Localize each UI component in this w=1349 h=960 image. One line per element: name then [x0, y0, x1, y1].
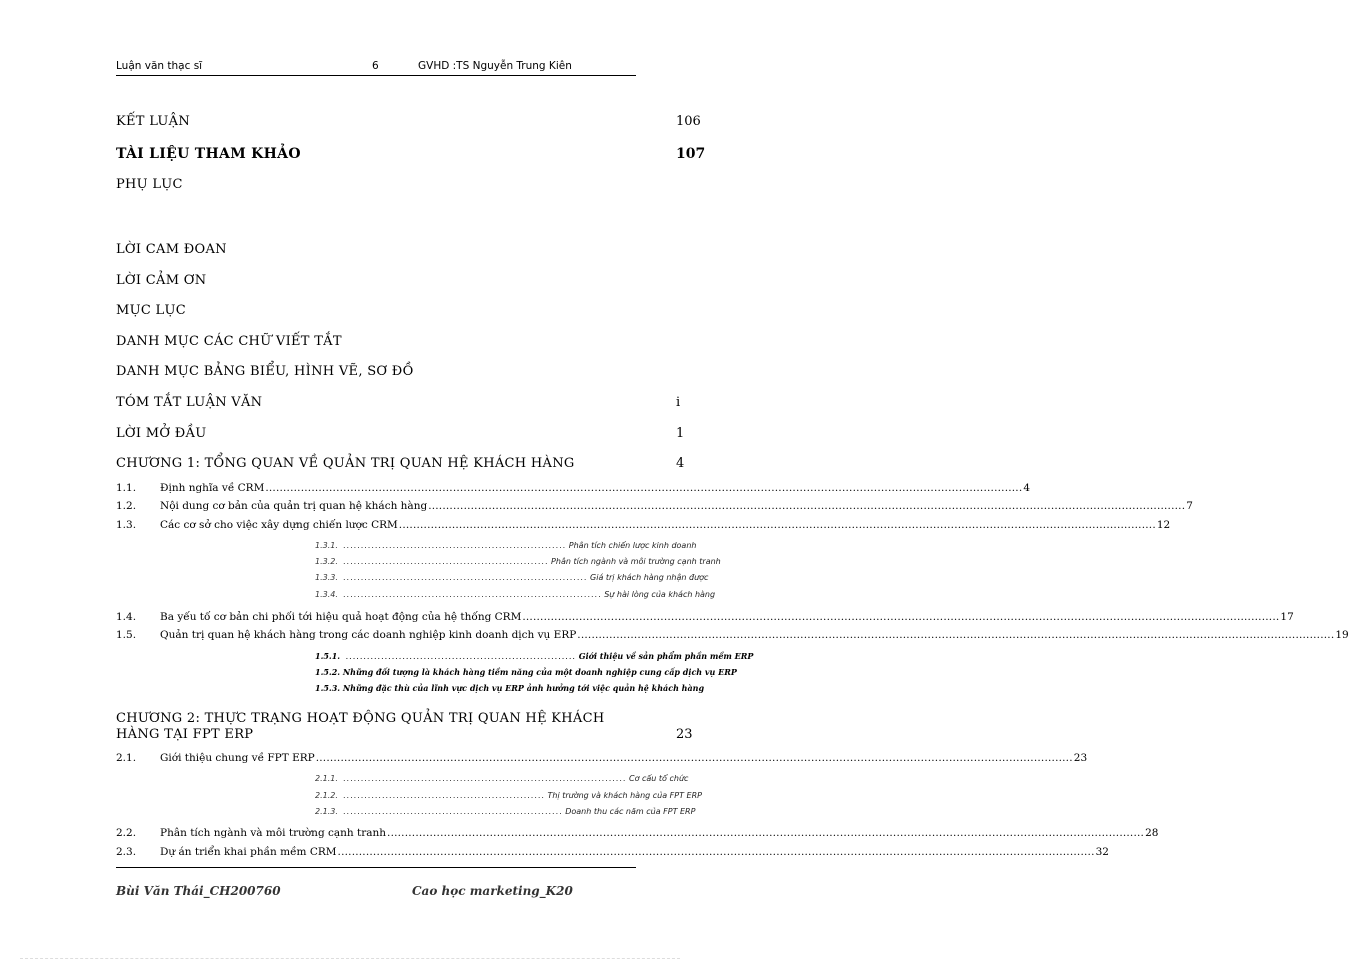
subsection-dots: .......................................................... [343, 557, 549, 566]
header-rule [116, 75, 636, 76]
section-page: 12 [1156, 519, 1171, 531]
section-line [160, 519, 1171, 531]
subsection-dots: ......................................................... [343, 791, 545, 800]
section-title: Dự án triển khai phần mềm CRM [160, 846, 337, 858]
subsection-number: 1.5.3. [315, 683, 341, 693]
toc-entry-tom-tat: TÓM TẮT LUẬN VĂN [116, 395, 263, 410]
subsection-line [315, 791, 700, 800]
subsection-dots: ......................................................................... [343, 590, 602, 599]
toc-entry-muc-luc: MỤC LỤC [116, 303, 186, 318]
footer-author: Bùi Văn Thái_CH200760 [116, 884, 281, 898]
subsection-title: Giá trị khách hàng nhận được [590, 573, 709, 582]
section-title: Ba yếu tố cơ bản chi phối tới hiệu quả hoạt động của hệ thống CRM [160, 611, 522, 623]
header-left: Luận văn thạc sĩ [116, 60, 203, 72]
section-number: 1.1. [116, 482, 137, 494]
section-line [160, 500, 1193, 512]
section-title: Nội dung cơ bản của quản trị quan hệ khách hàng [160, 500, 428, 512]
section-title: Quản trị quan hệ khách hàng trong các doanh nghiệp kinh doanh dịch vụ ERP [160, 629, 577, 641]
toc-entry-phu-luc: PHỤ LỤC [116, 177, 183, 192]
subsection-number: 1.5.1. [315, 651, 341, 661]
subsection-number: 2.1.1. [315, 774, 338, 783]
toc-page-loi-mo-dau: 1 [676, 426, 685, 441]
subsection-title: Thị trường và khách hàng của FPT ERP [547, 791, 702, 800]
toc-entry-tai-lieu: TÀI LIỆU THAM KHẢO [116, 146, 301, 162]
subsection-dots: ................................................................................ [343, 774, 627, 783]
subsection-title: Những đặc thù của lĩnh vực dịch vụ ERP ảnh hưởng tới việc quản hệ khách hàng [342, 683, 705, 693]
subsection-number: 1.3.1. [315, 541, 338, 550]
toc-entry-loi-cam-doan: LỜI CAM ĐOAN [116, 242, 227, 257]
section-line [160, 482, 1031, 494]
subsection-number: 1.3.4. [315, 590, 338, 599]
section-page: 19 [1335, 629, 1349, 641]
toc-entry-chuong-1: CHƯƠNG 1: TỔNG QUAN VỀ QUẢN TRỊ QUAN HỆ KHÁCH HÀNG [116, 456, 575, 471]
subsection-number: 1.5.2. [315, 667, 341, 677]
section-page: 32 [1095, 846, 1109, 858]
subsection-line [315, 774, 700, 783]
subsection-number: 1.3.2. [315, 557, 338, 566]
subsection-number: 2.1.2. [315, 791, 338, 800]
section-number: 2.1. [116, 752, 137, 764]
section-line [160, 752, 1088, 764]
header-page-number: 6 [372, 60, 379, 72]
section-page: 7 [1186, 500, 1193, 512]
footer-rule [116, 867, 636, 868]
toc-page-ket-luan: 106 [676, 114, 701, 129]
section-page: 28 [1145, 827, 1159, 839]
subsection-dots: ............................................................... [343, 541, 567, 550]
toc-page-tai-lieu: 107 [676, 146, 706, 162]
section-line [160, 629, 1349, 641]
toc-page-chuong-1: 4 [676, 456, 685, 471]
toc-entry-chuong-2-line1: CHƯƠNG 2: THỰC TRẠNG HOẠT ĐỘNG QUẢN TRỊ QUAN HỆ KHÁCH [116, 711, 605, 726]
subsection-line [315, 573, 709, 582]
subsection-dots: .............................................................. [343, 807, 563, 816]
toc-page-tom-tat: i [676, 395, 681, 410]
subsection-number: 1.3.3. [315, 573, 338, 582]
section-number: 1.5. [116, 629, 137, 641]
subsection-title: Cơ cấu tổ chức [628, 774, 689, 783]
section-number: 1.4. [116, 611, 137, 623]
header-right: GVHD :TS Nguyễn Trung Kiên [418, 60, 572, 72]
section-line [160, 611, 1294, 623]
toc-entry-loi-cam-on: LỜI CẢM ƠN [116, 273, 207, 288]
section-line [160, 827, 1159, 839]
page-bottom-divider [20, 958, 680, 959]
subsection-number: 2.1.3. [315, 807, 338, 816]
subsection-line [315, 590, 716, 599]
section-title: Giới thiệu chung về FPT ERP [160, 752, 315, 764]
subsection-line [315, 667, 737, 677]
subsection-title: Phân tích chiến lược kinh doanh [568, 541, 697, 550]
section-page: 17 [1280, 611, 1294, 623]
subsection-line [315, 683, 705, 693]
section-number: 1.2. [116, 500, 137, 512]
subsection-title: Doanh thu các năm của FPT ERP [565, 807, 696, 816]
section-page: 23 [1073, 752, 1088, 764]
subsection-title: Sự hài lòng của khách hàng [604, 590, 716, 599]
subsection-title: Phân tích ngành và môi trường cạnh tranh [551, 557, 721, 566]
section-title: Phân tích ngành và môi trường cạnh tranh [160, 827, 387, 839]
toc-entry-bang-bieu: DANH MỤC BẢNG BIỂU, HÌNH VẼ, SƠ ĐỒ [116, 364, 414, 379]
footer-program: Cao học marketing_K20 [412, 884, 573, 898]
section-number: 1.3. [116, 519, 137, 531]
toc-entry-chuong-2-line2: HÀNG TẠI FPT ERP [116, 727, 254, 742]
section-line [160, 846, 1109, 858]
toc-page-chuong-2: 23 [676, 727, 693, 742]
section-number: 2.3. [116, 846, 137, 858]
section-page: 4 [1023, 482, 1031, 494]
section-title: Các cơ sở cho việc xây dựng chiến lược CRM [160, 519, 398, 531]
subsection-line [315, 541, 700, 550]
toc-entry-chu-viet-tat: DANH MỤC CÁC CHỮ VIẾT TẮT [116, 334, 342, 349]
subsection-line [315, 807, 700, 816]
toc-entry-ket-luan: KẾT LUẬN [116, 114, 191, 129]
section-title: Định nghĩa về CRM [160, 482, 265, 494]
subsection-title: Giới thiệu về sản phẩm phần mềm ERP [578, 651, 754, 661]
subsection-dots: ..................................................................... [343, 573, 588, 582]
toc-entry-loi-mo-dau: LỜI MỞ ĐẦU [116, 426, 207, 441]
subsection-title: Những đối tượng là khách hàng tiềm năng của một doanh nghiệp cung cấp dịch vụ ERP [342, 667, 737, 677]
subsection-dots: ................................................................. [345, 652, 576, 661]
section-number: 2.2. [116, 827, 137, 839]
subsection-line [315, 651, 754, 661]
subsection-line [315, 557, 721, 566]
